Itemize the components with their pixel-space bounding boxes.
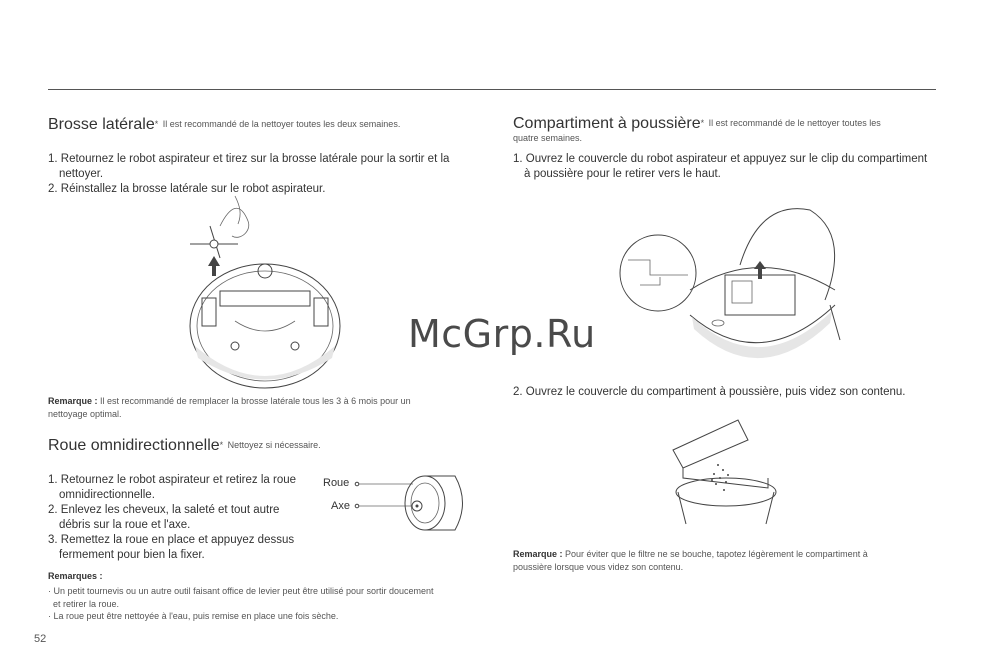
robot-slot — [712, 320, 724, 326]
side-brush-star: * — [154, 119, 159, 129]
detail-magnifier — [620, 235, 696, 311]
page-number: 52 — [34, 633, 47, 645]
omni-wheel-step1-cont: omnidirectionnelle. — [59, 489, 155, 501]
omni-remark-1: · Un petit tournevis ou un autre outil faisant office de levier peut être utilisé pour sortir doucement — [48, 586, 434, 596]
omni-wheel-steps — [48, 473, 318, 563]
sensor-left — [231, 342, 239, 350]
robot-underside-illustration — [180, 196, 350, 386]
dustbin-removal-illustration — [610, 205, 845, 365]
hand-finger — [235, 196, 240, 224]
dustbin-step2: 2. Ouvrez le couvercle du compartiment à poussière, puis videz son contenu. — [513, 386, 906, 398]
clip-detail-line-2 — [640, 277, 660, 285]
dustbin-title: Compartiment à poussière — [513, 115, 701, 132]
arrow-up-icon — [208, 256, 220, 266]
dustbin-tilted-lid — [673, 420, 748, 468]
omni-wheel-step2-cont: débris sur la roue et l'axe. — [59, 519, 191, 531]
side-brush-stick — [830, 305, 840, 340]
omni-wheel-step2: 2. Enlevez les cheveux, la saleté et tout autre — [48, 504, 280, 516]
omni-remarks-label: Remarques : — [48, 571, 103, 581]
side-brush-remark — [48, 395, 468, 421]
axle-center — [416, 505, 419, 508]
axle-label: Axe — [331, 500, 350, 512]
side-brush-step1: 1. Retournez le robot aspirateur et tirez sur la brosse latérale pour la sortir et la — [48, 153, 450, 165]
trash-bin-left — [678, 492, 686, 524]
wheel-leader-dot — [355, 482, 359, 486]
sensor-right — [291, 342, 299, 350]
left-wheel — [202, 298, 216, 326]
omni-remarks-list — [48, 585, 488, 623]
dustbin-note-cont: quatre semaines. — [513, 133, 583, 143]
side-brush-step1-cont: nettoyer. — [59, 168, 104, 180]
dust-particles — [711, 464, 729, 491]
omni-wheel-star: * — [219, 440, 224, 450]
omni-wheel-note: Nettoyez si nécessaire. — [227, 440, 321, 450]
brush-hub — [210, 240, 218, 248]
omni-wheel-step1: 1. Retournez le robot aspirateur et retirez la roue — [48, 474, 297, 486]
side-brush-title: Brosse latérale — [48, 116, 155, 133]
dustbin-star: * — [700, 118, 705, 128]
omni-wheel-illustration — [355, 472, 475, 534]
side-brush-note: Il est recommandé de la nettoyer toutes les deux semaines. — [162, 119, 401, 129]
omni-remark-2: · La roue peut être nettoyée à l'eau, puis remise en place une fois sèche. — [48, 611, 339, 621]
dustbin-step1-cont: à poussière pour le retirer vers le haut. — [524, 168, 721, 180]
side-brush-steps — [48, 152, 488, 197]
omni-wheel-title: Roue omnidirectionnelle — [48, 437, 220, 454]
arrow-up-icon-2 — [754, 261, 766, 269]
robot-bumper — [195, 346, 335, 380]
robot-lid — [740, 209, 835, 300]
arrow-shaft-2 — [758, 269, 762, 279]
arrow-shaft — [212, 266, 216, 276]
omni-remark-1-cont: et retirer la roue. — [53, 598, 120, 609]
dustbin-remark-label: Remarque : — [513, 549, 563, 559]
bottom-curve — [235, 321, 295, 331]
wheel-rim — [411, 483, 439, 523]
trash-bin-right — [766, 492, 774, 524]
dustbin-steps — [513, 152, 943, 182]
right-wheel — [314, 298, 328, 326]
side-brush-remark-label: Remarque : — [48, 396, 98, 406]
axle-leader-dot — [355, 504, 359, 508]
omni-wheel-step3-cont: fermement pour bien la fixer. — [59, 549, 205, 561]
dustbin-step1: 1. Ouvrez le couvercle du robot aspirateur et appuyez sur le clip du compartiment — [513, 153, 928, 165]
dustbin-note: Il est recommandé de le nettoyer toutes les — [708, 118, 881, 128]
dustbin-heading — [513, 116, 933, 131]
dustbin-remark-text: Pour éviter que le filtre ne se bouche, tapotez légèrement le compartiment à — [565, 549, 868, 559]
wheel-label: Roue — [323, 477, 350, 489]
top-rule — [48, 89, 936, 90]
side-brush-remark-text: Il est recommandé de remplacer la brosse latérale tous les 3 à 6 mois pour un — [100, 396, 411, 406]
dustbin-remark-text-cont: poussière lorsque vous videz son contenu. — [513, 562, 684, 572]
dustbin-filter — [732, 281, 752, 303]
side-brush-remark-text-cont: nettoyage optimal. — [48, 409, 122, 419]
robot-bumper-right — [692, 311, 832, 358]
robot-body-top — [690, 268, 835, 291]
dustbin-emptying-illustration — [668, 420, 783, 525]
omni-wheel-heading — [48, 437, 321, 455]
clip-detail-line — [628, 260, 688, 275]
side-brush-heading — [48, 116, 400, 134]
omni-wheel-step3: 3. Remettez la roue en place et appuyez dessus — [48, 534, 295, 546]
side-brush-step2: 2. Réinstallez la brosse latérale sur le robot aspirateur. — [48, 183, 326, 195]
watermark: McGrp.Ru — [408, 312, 596, 356]
wheel-body — [425, 476, 463, 530]
main-brush-slot — [220, 291, 310, 306]
dustbin-remark — [513, 548, 933, 574]
hand-outline — [220, 208, 249, 237]
